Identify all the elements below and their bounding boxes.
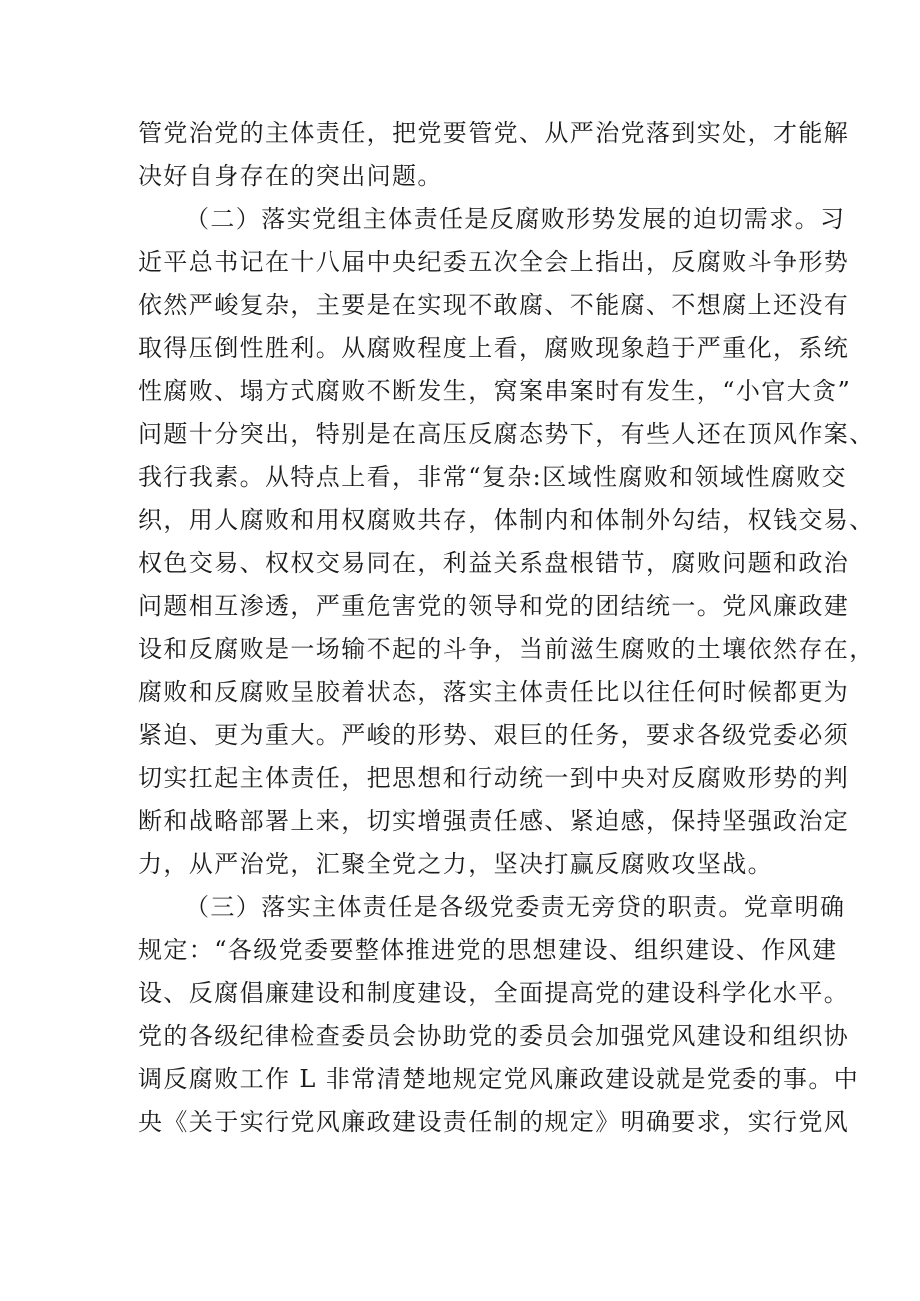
text-line: 管党治党的主体责任，把党要管党、从严治党落到实处，才能解 [138, 119, 850, 147]
text-line: 近平总书记在十八届中央纪委五次全会上指出，反腐败斗争形势 [138, 248, 850, 276]
text-line: 取得压倒性胜利。从腐败程度上看，腐败现象趋于严重化，系统 [138, 334, 850, 362]
text-line: 织，用人腐败和用权腐败共存，体制内和体制外勾结，权钱交易、 [138, 506, 875, 534]
text-line: 我行我素。从特点上看，非常“复杂:区域性腐败和领域性腐败交 [138, 463, 847, 491]
text-line: 依然严峻复杂，主要是在实现不敢腐、不能腐、不想腐上还没有 [138, 291, 850, 319]
text-line: 性腐败、塌方式腐败不断发生，窝案串案时有发生，“小官大贪” [138, 377, 852, 405]
text-line: 党的各级纪律检查委员会协助党的委员会加强党风建设和组织协 [138, 1022, 850, 1050]
text-line: 问题十分突出，特别是在高压反腐态势下，有些人还在顶风作案、 [138, 420, 875, 448]
text-line: 央《关于实行党风廉政建设责任制的规定》明确要求，实行党风 [138, 1108, 850, 1136]
section-heading-2: （二）落实党组主体责任是反腐败形势发展的迫切需求。习 [185, 205, 846, 233]
text-line: 问题相互渗透，严重危害党的领导和党的团结统一。党风廉政建 [138, 592, 850, 620]
text-line: 设、反腐倡廉建设和制度建设，全面提高党的建设科学化水平。 [138, 979, 850, 1007]
text-line: 决好自身存在的突出问题。 [138, 162, 443, 190]
text-line: 紧迫、更为重大。严峻的形势、艰巨的任务，要求各级党委必须 [138, 721, 850, 749]
text-line: 设和反腐败是一场输不起的斗争，当前滋生腐败的土壤依然存在， [138, 635, 875, 663]
text-line: 权色交易、权权交易同在，利益关系盘根错节，腐败问题和政治 [138, 549, 850, 577]
text-line: 断和战略部署上来，切实增强责任感、紧迫感，保持坚强政治定 [138, 807, 850, 835]
text-line: 力，从严治党，汇聚全党之力，坚决打赢反腐败攻坚战。 [138, 850, 773, 878]
section-heading-3: （三）落实主体责任是各级党委责无旁贷的职责。党章明确 [185, 893, 846, 921]
text-line: 切实扛起主体责任，把思想和行动统一到中央对反腐败形势的判 [138, 764, 850, 792]
text-line: 调反腐败工作 L 非常清楚地规定党风廉政建设就是党委的事。中 [138, 1065, 860, 1093]
text-line: 腐败和反腐败呈胶着状态，落实主体责任比以往任何时候都更为 [138, 678, 850, 706]
text-line: 规定：“各级党委要整体推进党的思想建设、组织建设、作风建 [138, 936, 838, 964]
